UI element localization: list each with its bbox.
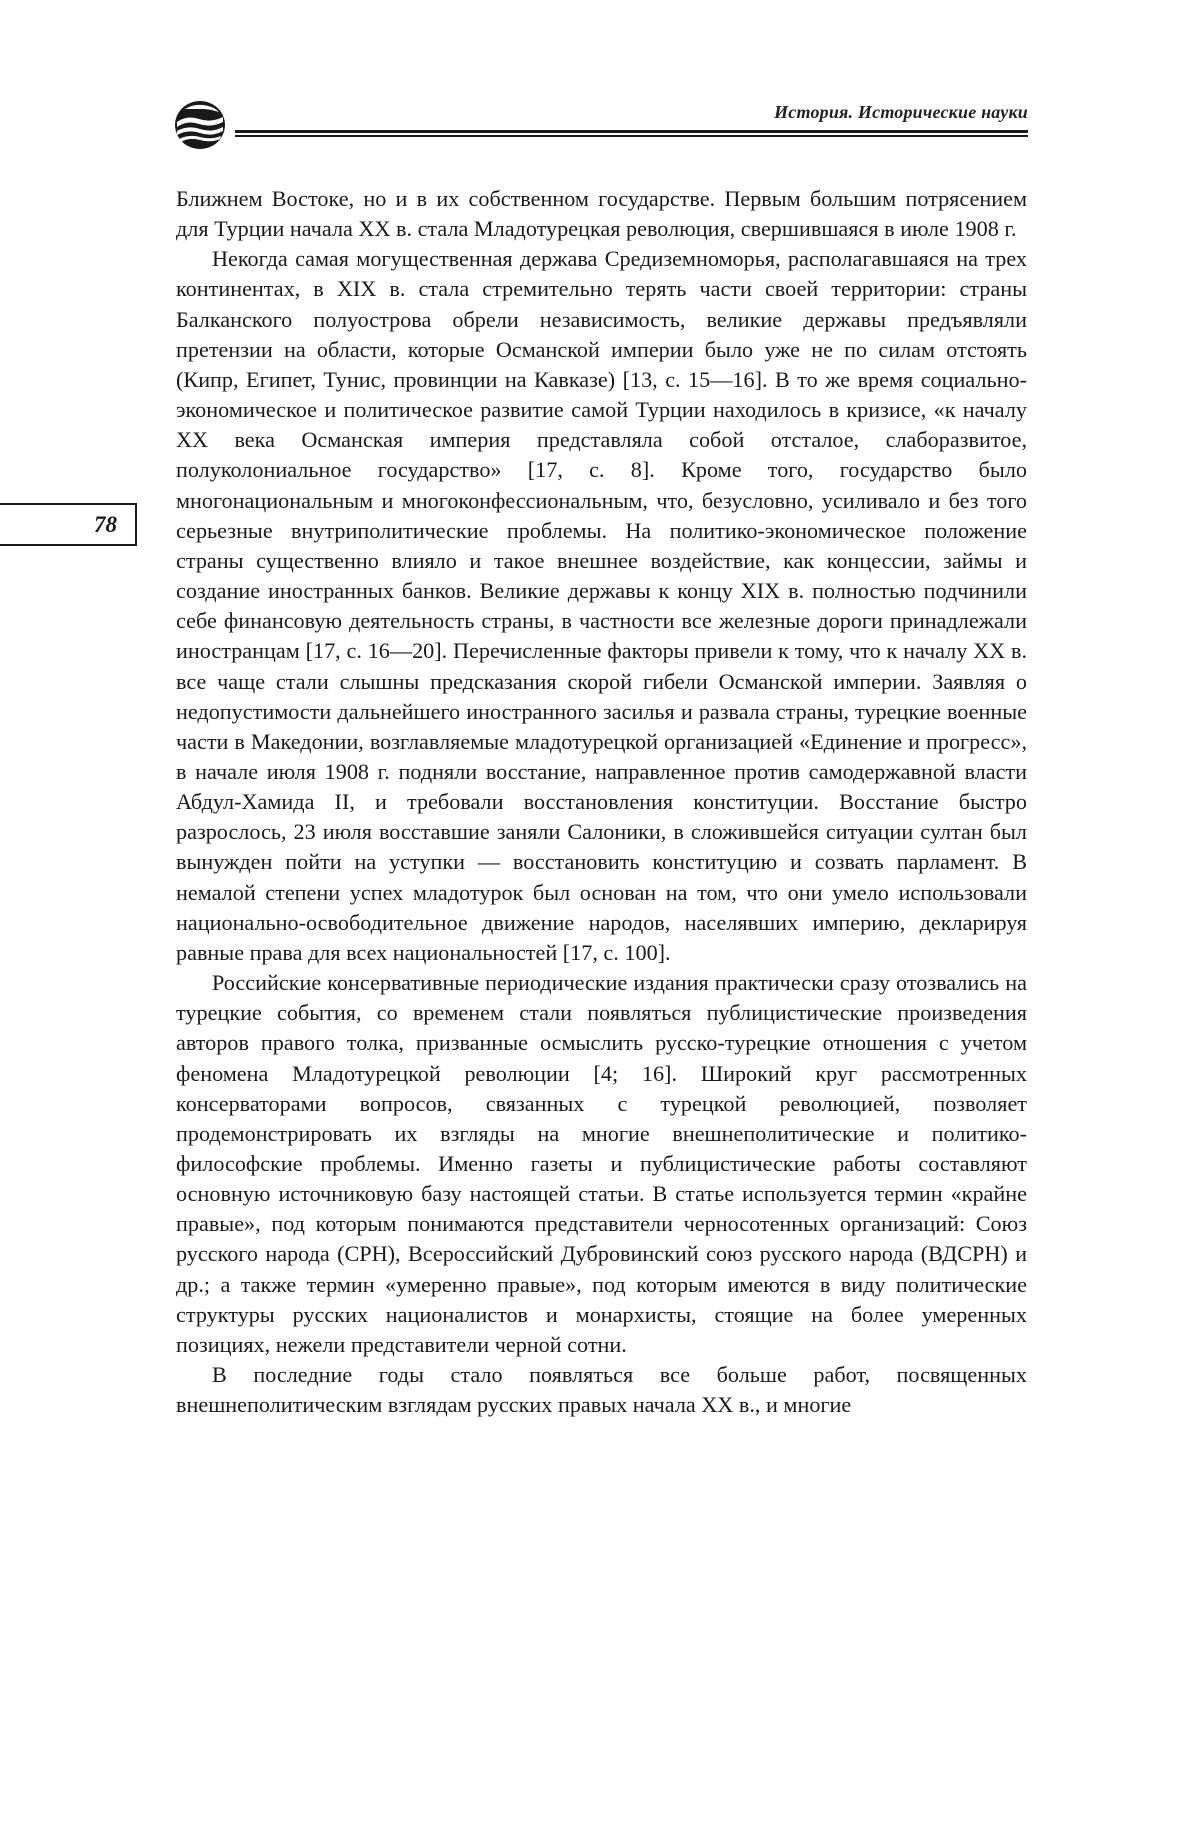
header-rule [235, 130, 1028, 137]
page-number: 78 [94, 512, 117, 537]
page-header [173, 96, 1028, 142]
running-head: История. Исторические науки [774, 102, 1028, 122]
paragraph-2: Некогда самая могущественная держава Средиземноморья, располагавшаяся на трех континентах, в XIX в. стала стремительно терять части своей территории: страны Балканского полуострова обрели независимость, великие державы предъявляли претензии на области, которые Османской империи было уже не по силам отстоять (Кипр, Египет, Тунис, провинции на Кавказе) [13, с. 15—16]. В то же время социально-экономическое и политическое развитие самой Турции находилось в кризисе, «к началу XX века Османская империя представляла собой отсталое, слаборазвитое, полуколониальное государство» [17, с. 8]. Кроме того, государство было многонациональным и многоконфессиональным, что, безусловно, усиливало и без того серьезные внутриполитические проблемы. На политико-экономическое положение страны существенно влияло и такое внешнее воздействие, как концессии, займы и создание иностранных банков. Великие державы к концу XIX в. полностью подчинили себе финансовую деятельность страны, в частности все железные дороги принадлежали иностранцам [17, с. 16—20]. Перечисленные факторы привели к тому, что к началу XX в. все чаще стали слышны предсказания скорой гибели Османской империи. Заявляя о недопустимости дальнейшего иностранного засилья и развала страны, турецкие военные части в Македонии, возглавляемые младотурецкой организацией «Единение и прогресс», в начале июля 1908 г. подняли восстание, направленное против самодержавной власти Абдул-Хамида II, и требовали восстановления конституции. Восстание быстро разрослось, 23 июля восставшие заняли Салоники, в сложившейся ситуации султан был вынужден пойти на уступки — восстановить конституцию и созвать парламент. В немалой степени успех младотурок был основан на том, что они умело использовали национально-освободительное движение народов, населявших империю, декларируя равные права для всех национальностей [17, с. 100]. [176, 246, 1027, 965]
paragraph-3: Российские консервативные периодические издания практически сразу отозвались на турецкие события, со временем стали появляться публицистические произведения авторов правого толка, призванные осмыслить русско-турецкие отношения с учетом феномена Младотурецкой революции [4; 16]. Широкий круг рассмотренных консерваторами вопросов, связанных с турецкой революцией, позволяет продемонстрировать их взгляды на многие внешнеполитические и политико-философские проблемы. Именно газеты и публицистические работы составляют основную источниковую базу настоящей статьи. В статье используется термин «крайне правые», под которым понимаются представители черносотенных организаций: Союз русского народа (СРН), Всероссийский Дубровинский союз русского народа (ВДСРН) и др.; а также термин «умеренно правые», под которым имеются в виду политические структуры русских националистов и монархисты, стоящие на более умеренных позициях, нежели представители черной сотни. [176, 970, 1027, 1357]
paragraph-4: В последние годы стало появляться все больше работ, посвященных внешнеполитическим взглядам русских правых начала XX в., и многие [176, 1362, 1027, 1418]
page-number-tab [0, 503, 137, 546]
body-text [176, 184, 1027, 1420]
journal-wave-logo-icon [173, 98, 235, 156]
paragraph-1: Ближнем Востоке, но и в их собственном государстве. Первым большим потрясением для Турции начала XX в. стала Младотурецкая революция, свершившаяся в июле 1908 г. [176, 186, 1027, 242]
